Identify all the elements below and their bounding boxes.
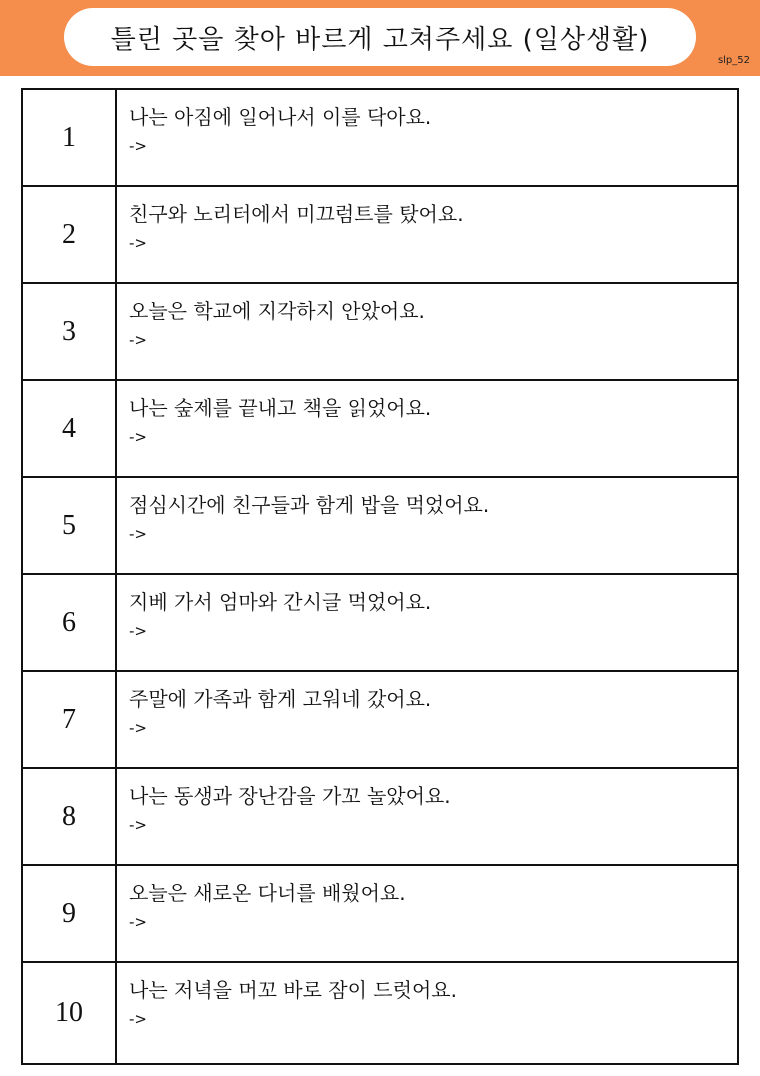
- exercise-row: [22, 962, 738, 1064]
- incorrect-sentence: 나는 저녁을 머꼬 바로 잠이 드럿어요.: [129, 978, 457, 1002]
- exercise-row: [22, 477, 738, 574]
- exercise-table: [21, 88, 739, 1065]
- exercise-row: [22, 89, 738, 186]
- answer-cell[interactable]: [116, 574, 738, 671]
- incorrect-sentence: 나는 아짐에 일어나서 이를 닥아요.: [129, 105, 432, 129]
- exercise-row: [22, 865, 738, 962]
- answer-arrow: ->: [129, 428, 147, 446]
- header-band: [0, 0, 760, 76]
- item-number: 9: [22, 865, 116, 962]
- answer-cell[interactable]: [116, 89, 738, 186]
- answer-arrow: ->: [129, 622, 147, 640]
- incorrect-sentence: 나는 숲제를 끝내고 책을 읽었어요.: [129, 396, 432, 420]
- item-number: 2: [22, 186, 116, 283]
- item-number: 1: [22, 89, 116, 186]
- incorrect-sentence: 지베 가서 엄마와 간시글 먹었어요.: [129, 590, 432, 614]
- answer-arrow: ->: [129, 234, 147, 252]
- exercise-row: [22, 768, 738, 865]
- title-banner: [64, 8, 696, 66]
- item-number: 8: [22, 768, 116, 865]
- item-number: 4: [22, 380, 116, 477]
- answer-cell[interactable]: [116, 283, 738, 380]
- answer-cell[interactable]: [116, 865, 738, 962]
- answer-arrow: ->: [129, 137, 147, 155]
- answer-arrow: ->: [129, 331, 147, 349]
- incorrect-sentence: 점심시간에 친구들과 함게 밥을 먹었어요.: [129, 493, 490, 517]
- incorrect-sentence: 오늘은 학교에 지각하지 안았어요.: [129, 299, 425, 323]
- answer-cell[interactable]: [116, 477, 738, 574]
- answer-arrow: ->: [129, 1010, 147, 1028]
- answer-cell[interactable]: [116, 380, 738, 477]
- item-number: 7: [22, 671, 116, 768]
- item-number: 6: [22, 574, 116, 671]
- answer-cell[interactable]: [116, 186, 738, 283]
- answer-arrow: ->: [129, 719, 147, 737]
- answer-cell[interactable]: [116, 768, 738, 865]
- exercise-row: [22, 671, 738, 768]
- item-number: 3: [22, 283, 116, 380]
- answer-cell[interactable]: [116, 671, 738, 768]
- exercise-row: [22, 380, 738, 477]
- exercise-row: [22, 283, 738, 380]
- incorrect-sentence: 친구와 노리터에서 미끄럼트를 탔어요.: [129, 202, 464, 226]
- worksheet-code: slp_52: [717, 55, 750, 66]
- item-number: 10: [22, 962, 116, 1064]
- answer-arrow: ->: [129, 525, 147, 543]
- exercise-row: [22, 186, 738, 283]
- answer-cell[interactable]: [116, 962, 738, 1064]
- incorrect-sentence: 주말에 가족과 함게 고워네 갔어요.: [129, 687, 432, 711]
- exercise-row: [22, 574, 738, 671]
- page-title: 틀린 곳을 찾아 바르게 고쳐주세요 (일상생활): [110, 24, 650, 55]
- item-number: 5: [22, 477, 116, 574]
- answer-arrow: ->: [129, 913, 147, 931]
- answer-arrow: ->: [129, 816, 147, 834]
- incorrect-sentence: 오늘은 새로온 다너를 배웠어요.: [129, 881, 406, 905]
- incorrect-sentence: 나는 동생과 장난감을 가꼬 놀았어요.: [129, 784, 451, 808]
